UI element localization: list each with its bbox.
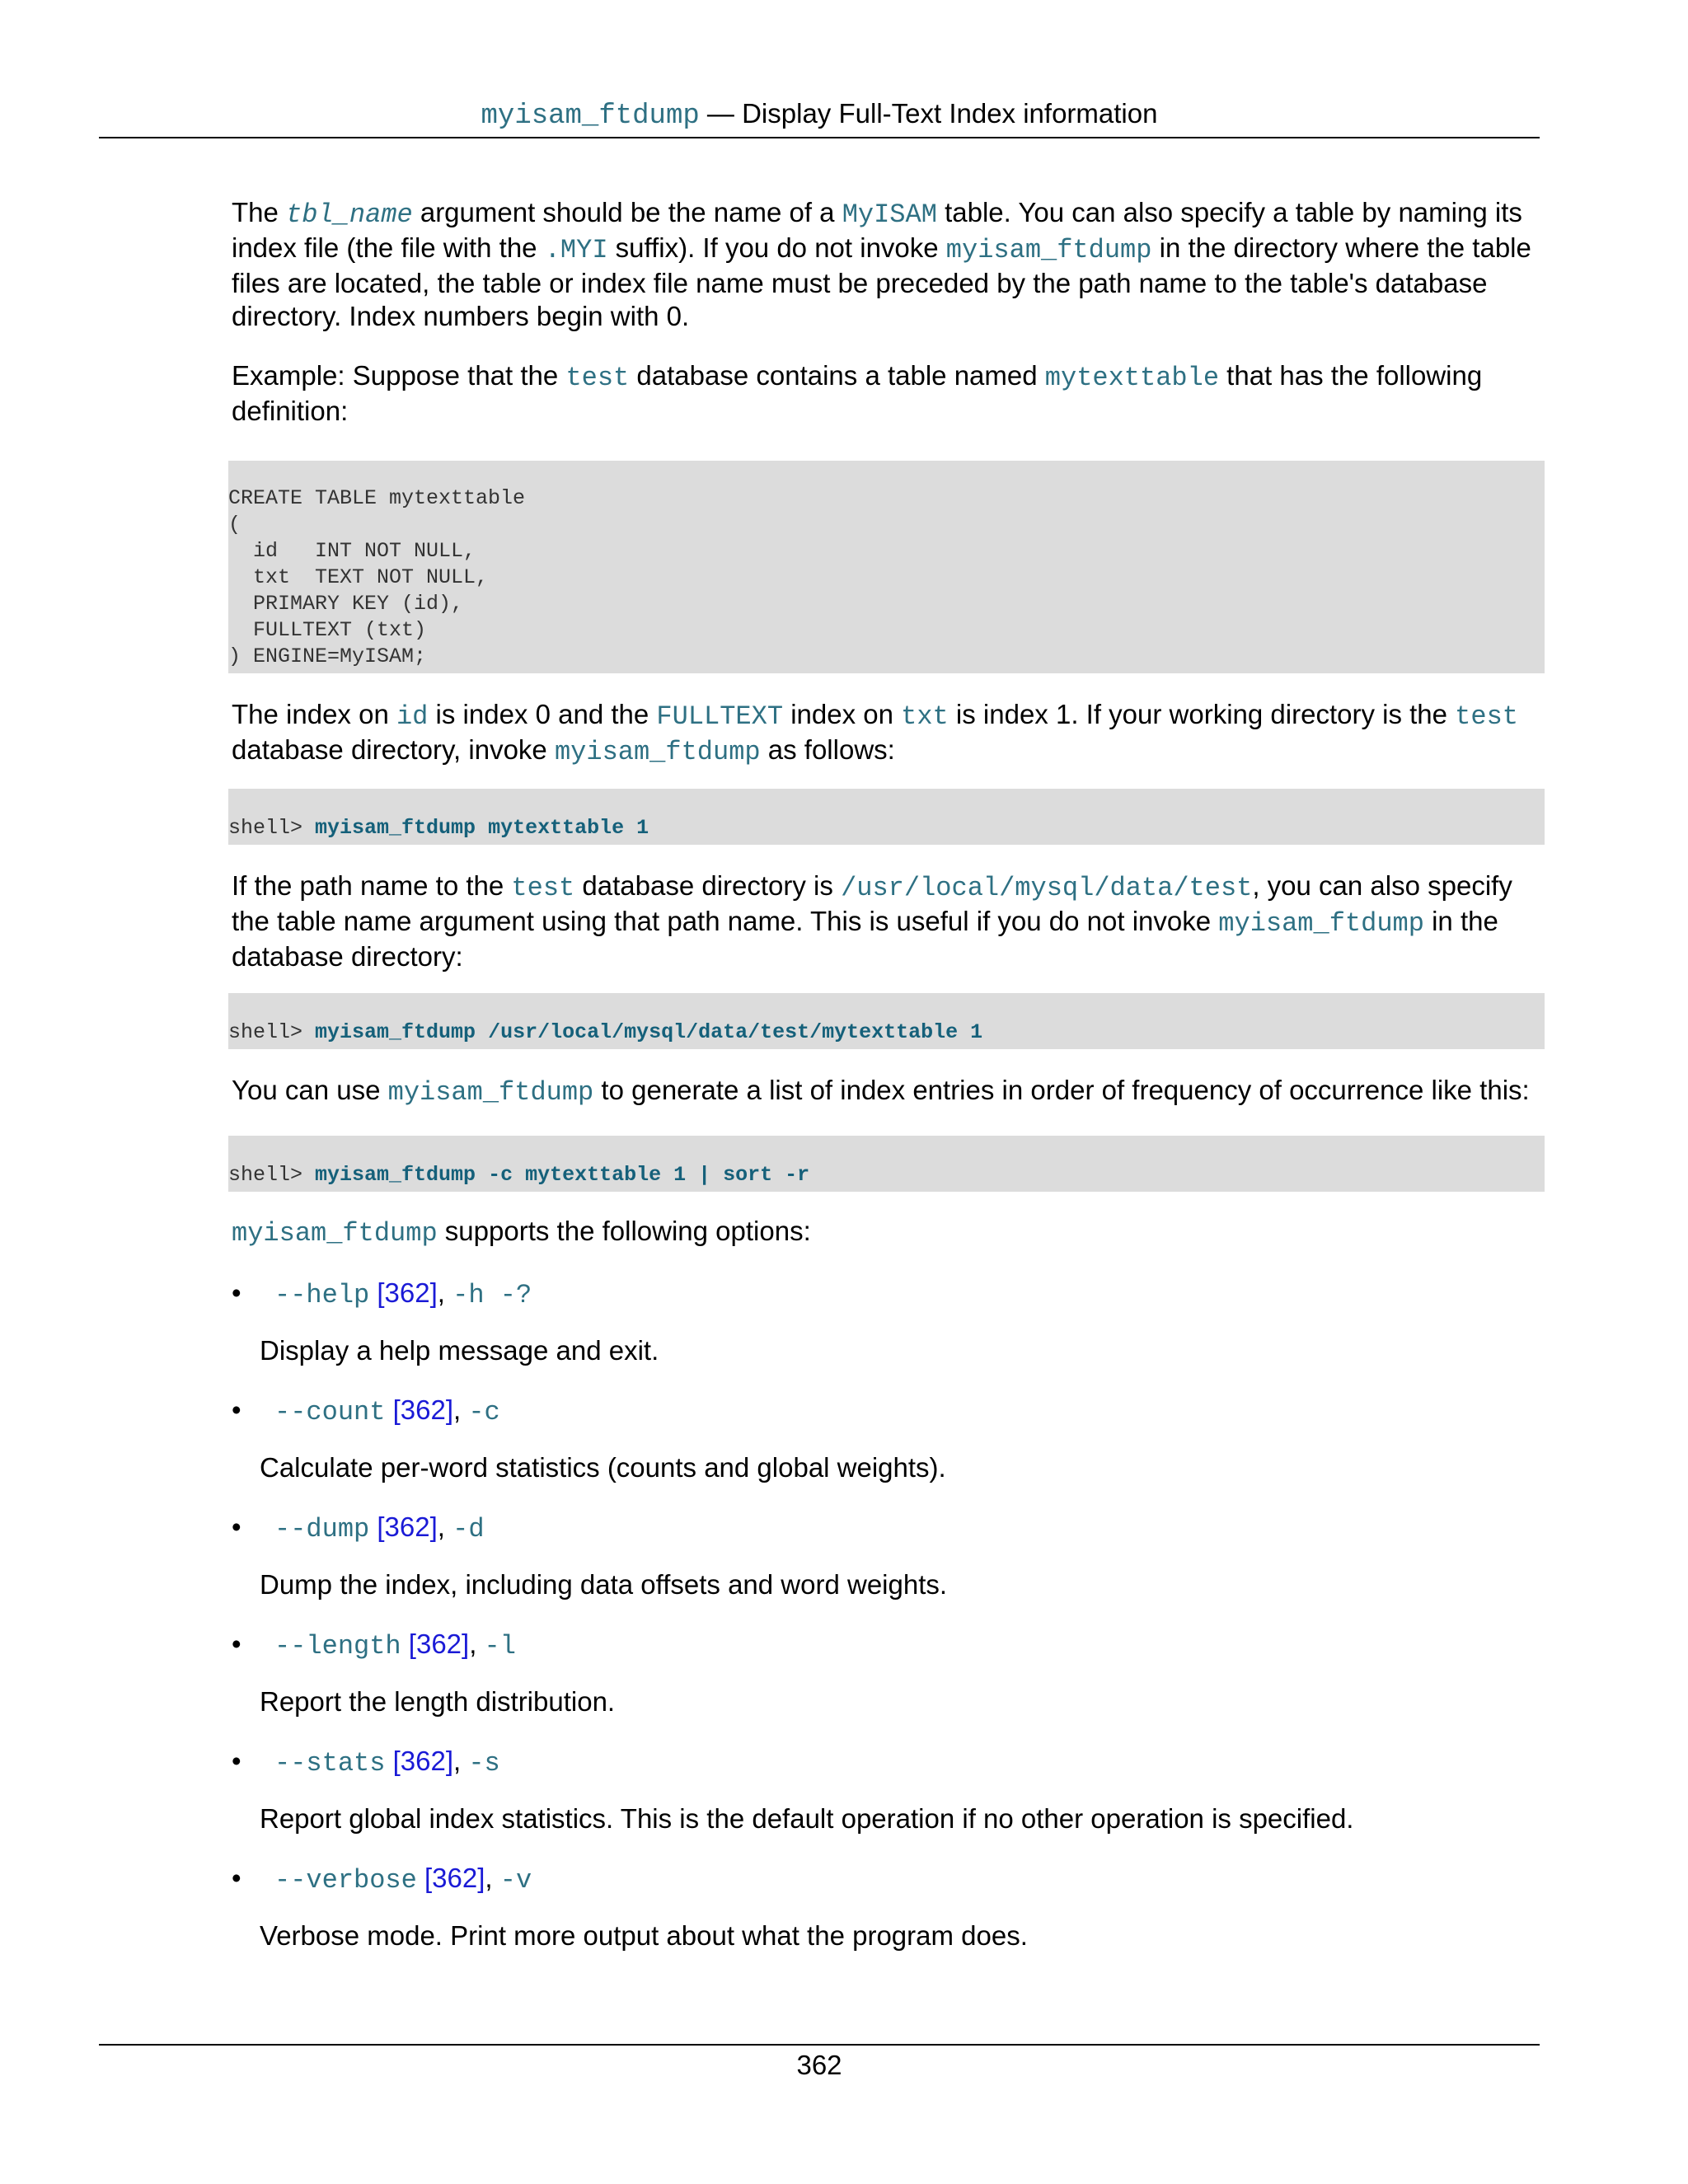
option-page-ref-link[interactable]: [362] [392,1394,453,1425]
option-long-name[interactable]: --count [274,1397,386,1427]
inline-code: mytexttable [1044,363,1220,393]
inline-code: test [511,873,575,903]
option-long-name[interactable]: --dump [274,1514,370,1544]
options-list [232,1277,1543,1952]
option-long-name[interactable]: --verbose [274,1865,417,1896]
inline-code: myisam_ftdump [232,1218,438,1249]
option-short-name: -d [452,1514,485,1544]
option-item [232,1511,1543,1601]
option-short-name: -h -? [452,1280,532,1310]
paragraph-path-name: If the path name to the test database directory is /usr/local/mysql/data/test, you can also specify the table name argument using that path name. This is useful if you do not invoke myisam_ftdump in the database directory: [232,870,1512,972]
inline-code: txt [901,701,949,732]
inline-code: .MYI [544,235,608,265]
option-description: Verbose mode. Print more output about what the program does. [260,1920,1028,1951]
header-title: — Display Full-Text Index information [699,98,1158,129]
paragraph-tbl-name: The tbl_name argument should be the name of a MyISAM table. You can also specify a table by naming its index file (the file with the .MYI suffix). If you do not invoke myisam_ftdump in the directory where the table files are located, the table or index file name must be preceded by the path name to the table's database directory. Index numbers begin with 0. [232,197,1531,331]
paragraph-index-on-id: The index on id is index 0 and the FULLTEXT index on txt is index 1. If your working directory is the test database directory, invoke myisam_ftdump as follows: [232,699,1518,767]
bullet-icon: • [232,1629,241,1659]
option-item [232,1394,1543,1484]
option-row [232,1862,1543,1895]
header-program-name: myisam_ftdump [481,101,700,132]
option-row [232,1277,1543,1310]
inline-code: /usr/local/mysql/data/test [841,873,1253,903]
inline-code: FULLTEXT [656,701,784,732]
header-rule [99,137,1540,138]
paragraph-options-intro: myisam_ftdump supports the following options: [232,1216,811,1249]
inline-code: myisam_ftdump [1218,908,1424,939]
bullet-icon: • [232,1394,241,1425]
code-block-shell-1: shell> myisam_ftdump mytexttable 1 [228,789,1545,845]
code-block-shell-2: shell> myisam_ftdump /usr/local/mysql/data/test/mytexttable 1 [228,993,1545,1049]
page-number: 362 [796,2050,842,2080]
option-separator: , [437,1511,453,1542]
option-page-ref-link[interactable]: [362] [408,1629,470,1659]
option-item [232,1628,1543,1718]
inline-code: tbl_name [286,199,413,230]
option-item [232,1862,1543,1952]
option-short-name: -l [484,1631,516,1661]
option-description: Calculate per-word statistics (counts and global weights). [260,1452,946,1483]
option-page-ref-link[interactable]: [362] [377,1277,438,1308]
option-item [232,1277,1543,1367]
inline-code: test [1455,701,1518,732]
option-long-name[interactable]: --help [274,1280,370,1310]
inline-code: myisam_ftdump [387,1077,594,1108]
shell-command: myisam_ftdump /usr/local/mysql/data/test/mytexttable 1 [315,1020,983,1044]
option-row [232,1511,1543,1544]
code-block-create-table: CREATE TABLE mytexttable ( id INT NOT NULL, txt TEXT NOT NULL, PRIMARY KEY (id), FULLTEXT (txt) ) ENGINE=MyISAM; [228,461,1545,673]
inline-code: test [565,363,630,393]
option-short-name: -c [468,1397,500,1427]
shell-command: myisam_ftdump mytexttable 1 [315,816,649,840]
inline-code: myisam_ftdump [554,737,761,767]
option-separator: , [469,1629,485,1659]
paragraph-generate-list: You can use myisam_ftdump to generate a list of index entries in order of frequency of occurrence like this: [232,1075,1530,1108]
option-description: Display a help message and exit. [260,1335,659,1366]
inline-code: myisam_ftdump [945,235,1152,265]
option-row [232,1394,1543,1427]
inline-code: id [396,701,429,732]
shell-command: myisam_ftdump -c mytexttable 1 | sort -r [315,1163,810,1187]
option-description: Dump the index, including data offsets and word weights. [260,1569,948,1600]
option-separator: , [437,1277,453,1308]
page-header [99,97,1540,133]
option-description: Report global index statistics. This is the default operation if no other operation is specified. [260,1803,1354,1834]
code-block-shell-3: shell> myisam_ftdump -c mytexttable 1 | sort -r [228,1136,1545,1192]
footer-rule [99,2044,1540,2046]
option-row [232,1628,1543,1661]
bullet-icon: • [232,1511,241,1542]
option-long-name[interactable]: --length [274,1631,401,1661]
option-separator: , [453,1394,469,1425]
option-item [232,1745,1543,1835]
option-description: Report the length distribution. [260,1686,616,1717]
option-page-ref-link[interactable]: [362] [392,1746,453,1776]
option-long-name[interactable]: --stats [274,1748,386,1779]
option-row [232,1745,1543,1778]
inline-code: MyISAM [842,199,937,230]
bullet-icon: • [232,1277,241,1308]
page-content [228,196,1543,1979]
bullet-icon: • [232,1863,241,1893]
option-short-name: -v [499,1865,532,1896]
option-page-ref-link[interactable]: [362] [377,1511,438,1542]
bullet-icon: • [232,1746,241,1776]
paragraph-example: Example: Suppose that the test database contains a table named mytexttable that has the following definition: [232,360,1483,426]
option-separator: , [485,1863,500,1893]
option-page-ref-link[interactable]: [362] [424,1863,485,1893]
option-short-name: -s [468,1748,500,1779]
option-separator: , [453,1746,469,1776]
